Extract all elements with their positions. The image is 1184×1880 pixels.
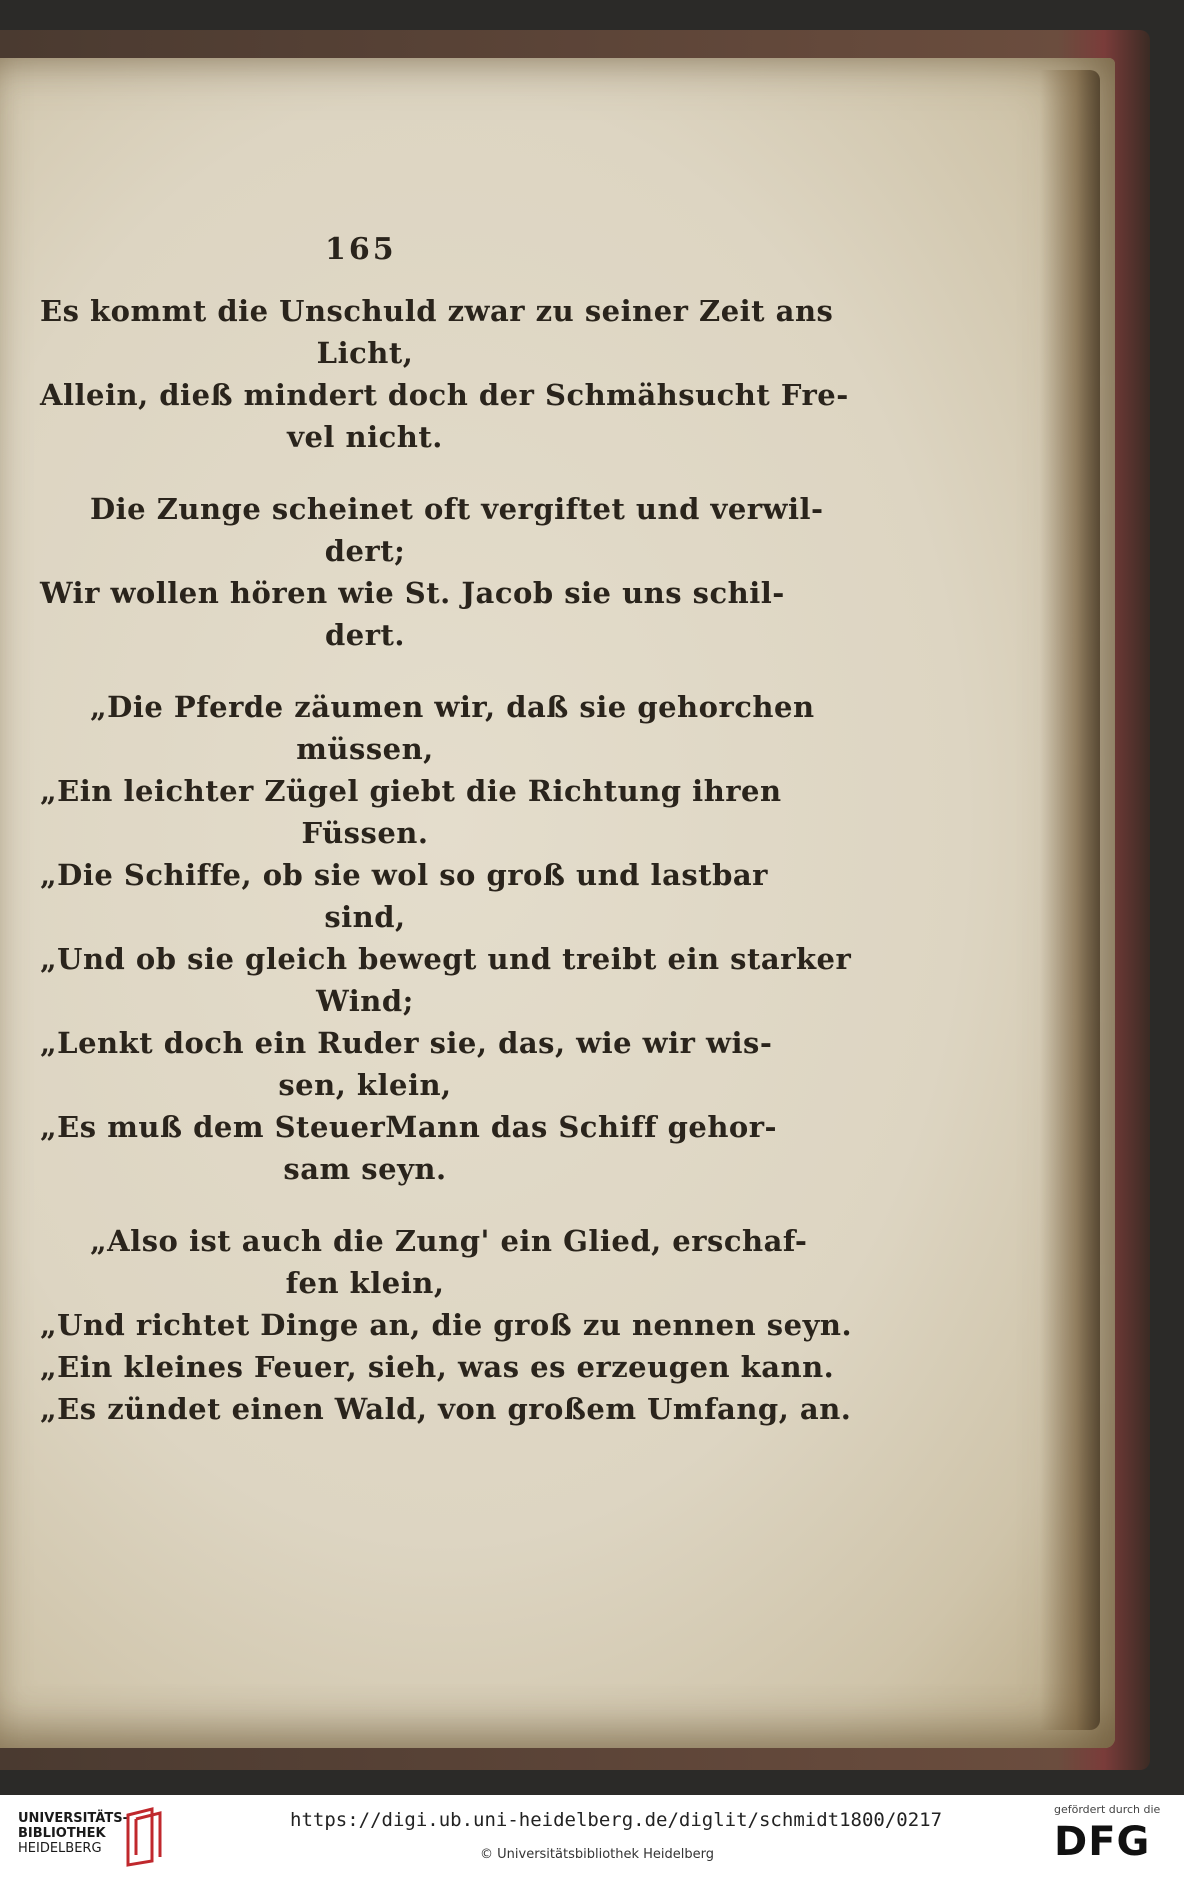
page-stain-edge <box>1040 70 1100 1730</box>
text-line: sind, <box>324 900 406 934</box>
text-line: Allein, dieß mindert doch der Schmähsucht Fre- <box>40 378 849 412</box>
text-line: Licht, <box>316 336 414 370</box>
text-line: sen, klein, <box>278 1068 452 1102</box>
text-line: „Also ist auch die Zung' ein Glied, erschaf- <box>90 1224 808 1258</box>
stanza-gap <box>40 458 690 488</box>
page-number: 165 <box>325 232 397 267</box>
stanza-gap <box>40 1190 690 1220</box>
text-line: „Es muß dem SteuerMann das Schiff gehor- <box>40 1110 778 1144</box>
library-logo-text <box>18 1811 128 1856</box>
library-name-line2: BIBLIOTHEK <box>18 1826 106 1841</box>
text-line: dert; <box>324 534 406 568</box>
text-line: „Es zündet einen Wald, von großem Umfang, an. <box>40 1392 852 1426</box>
text-line: „Die Schiffe, ob sie wol so groß und lastbar <box>40 858 768 892</box>
library-name-line1: UNIVERSITÄTS- <box>18 1811 128 1826</box>
text-line: „Die Pferde zäumen wir, daß sie gehorchen <box>90 690 815 724</box>
poem-text <box>40 290 853 1430</box>
text-line: Füssen. <box>301 816 429 850</box>
text-line: Es kommt die Unschuld zwar zu seiner Zeit ans <box>40 294 834 328</box>
permalink-url[interactable]: https://digi.ub.uni-heidelberg.de/diglit/schmidt1800/0217 <box>290 1809 943 1831</box>
text-line: dert. <box>325 618 405 652</box>
text-line: müssen, <box>296 732 434 766</box>
footer-bar <box>0 1795 1184 1880</box>
text-line: vel nicht. <box>287 420 443 454</box>
copyright-notice: © Universitätsbibliothek Heidelberg <box>480 1847 715 1862</box>
text-line: fen klein, <box>285 1266 445 1300</box>
text-line: „Lenkt doch ein Ruder sie, das, wie wir wis- <box>40 1026 773 1060</box>
text-line: Wir wollen hören wie St. Jacob sie uns schil- <box>40 576 785 610</box>
stanza-gap <box>40 656 690 686</box>
funding-note: gefördert durch die <box>1054 1803 1161 1816</box>
text-line: „Ein leichter Zügel giebt die Richtung ihren <box>40 774 782 808</box>
library-name-line3: HEIDELBERG <box>18 1841 102 1856</box>
text-line: „Und richtet Dinge an, die groß zu nennen seyn. <box>40 1308 853 1342</box>
dfg-logo: DFG <box>1054 1819 1151 1865</box>
text-line: sam seyn. <box>283 1152 447 1186</box>
library-logo-icon <box>122 1805 166 1867</box>
text-line: „Ein kleines Feuer, sieh, was es erzeugen kann. <box>40 1350 835 1384</box>
text-line: Wind; <box>316 984 414 1018</box>
text-line: „Und ob sie gleich bewegt und treibt ein starker <box>40 942 852 976</box>
text-line: Die Zunge scheinet oft vergiftet und verwil- <box>90 492 824 526</box>
